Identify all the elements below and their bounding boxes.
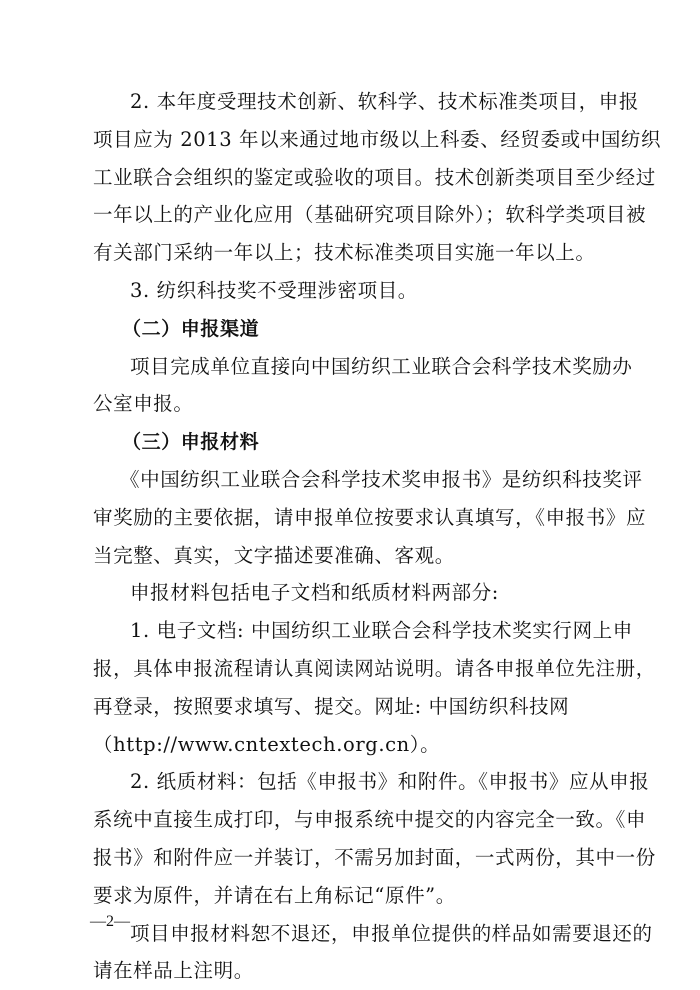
text-line: 工业联合会组织的鉴定或验收的项目。技术创新类项目至少经过 bbox=[93, 166, 656, 189]
text-line: 项目完成单位直接向中国纺织工业联合会科学技术奖励办 bbox=[130, 355, 633, 378]
heading-text: （二）申报渠道 bbox=[122, 318, 260, 340]
text-line: 再登录，按照要求填写、提交。网址: 中国纺织科技网 bbox=[93, 695, 570, 718]
text-line: 要求为原件，并请在右上角标记“原件”。 bbox=[93, 884, 456, 907]
text-line: 系统中直接生成打印，与申报系统中提交的内容完全一致。《申 bbox=[93, 808, 647, 831]
heading-text: （三）申报材料 bbox=[122, 431, 260, 453]
text-line: 有关部门采纳一年以上；技术标准类项目实施一年以上。 bbox=[93, 241, 596, 264]
text-line: 项目申报材料恕不退还，申报单位提供的样品如需要退还的 bbox=[130, 922, 653, 945]
text-line: 一年以上的产业化应用（基础研究项目除外）；软科学类项目被 bbox=[93, 203, 647, 226]
text-line: 公室申报。 bbox=[93, 392, 194, 415]
text-line: 审奖励的主要依据，请申报单位按要求认真填写，《申报书》应 bbox=[93, 506, 647, 529]
text-line: 申报材料包括电子文档和纸质材料两部分: bbox=[130, 581, 499, 604]
text-line: 报，具体申报流程请认真阅读网站说明。请各申报单位先注册， bbox=[93, 657, 656, 680]
page-number: —2— bbox=[90, 913, 130, 930]
text-line: 1. 电子文档: 中国纺织工业联合会科学技术奖实行网上申 bbox=[130, 619, 633, 642]
text-line: 请在样品上注明。 bbox=[93, 959, 254, 982]
text-line: 3. 纺织科技奖不受理涉密项目。 bbox=[130, 279, 418, 302]
text-line: 2. 纸质材料：包括《申报书》和附件。《申报书》应从申报 bbox=[130, 770, 650, 793]
text-line: （http://www.cntextech.org.cn）。 bbox=[93, 733, 441, 756]
text-line: 项目应为 2013 年以来通过地市级以上科委、经贸委或中国纺织 bbox=[93, 128, 662, 151]
text-line: 当完整、真实，文字描述要准确、客观。 bbox=[93, 544, 455, 567]
text-line: 2. 本年度受理技术创新、软科学、技术标准类项目，申报 bbox=[130, 90, 640, 113]
text-line: 《中国纺织工业联合会科学技术奖申报书》是纺织科技奖评 bbox=[120, 468, 643, 491]
text-line: 报书》和附件应一并装订，不需另加封面，一式两份，其中一份 bbox=[93, 846, 656, 869]
